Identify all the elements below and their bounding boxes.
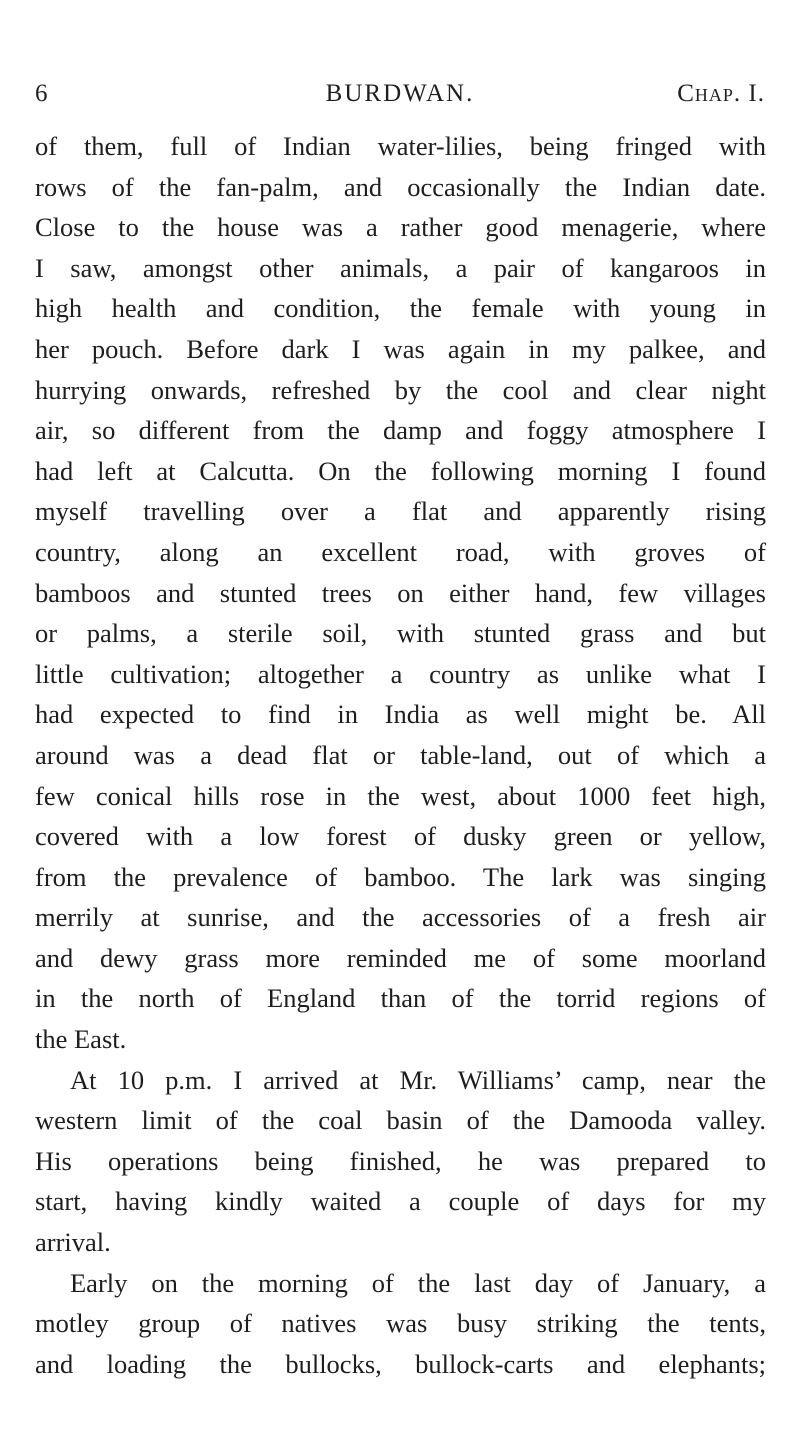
running-head (35, 80, 765, 116)
text-line: rows of the fan-palm, and occasionally the Indian date. (35, 171, 766, 202)
text-line: in the north of England than of the torrid regions of (35, 983, 766, 1014)
text-line: and dewy grass more reminded me of some moorland (35, 942, 766, 973)
text-line: and loading the bullocks, bullock-carts and elephants; (35, 1348, 766, 1379)
running-title: BURDWAN. (325, 80, 475, 107)
text-line: bamboos and stunted trees on either hand, few villages (35, 577, 766, 608)
text-line: high health and condition, the female with young in (35, 293, 766, 324)
text-line: had left at Calcutta. On the following morning I found (35, 455, 766, 486)
text-line: hurrying onwards, refreshed by the cool and clear night (35, 374, 766, 405)
body-text (35, 126, 766, 1384)
page-number: 6 (35, 80, 49, 107)
text-line: His operations being finished, he was prepared to (35, 1145, 766, 1176)
text-line: few conical hills rose in the west, about 1000 feet high, (35, 780, 766, 811)
text-line: of them, full of Indian water-lilies, being fringed with (35, 131, 766, 161)
text-line: from the prevalence of bamboo. The lark was singing (35, 861, 766, 892)
text-line: I saw, amongst other animals, a pair of kangaroos in (35, 252, 766, 283)
text-line: covered with a low forest of dusky green or yellow, (35, 821, 766, 852)
text-line: the East. (35, 1024, 127, 1055)
text-line: At 10 p.m. I arrived at Mr. Williams’ camp, near the (70, 1064, 766, 1095)
text-line: air, so different from the damp and foggy atmosphere I (35, 415, 766, 446)
text-line: or palms, a sterile soil, with stunted grass and but (35, 618, 766, 649)
text-line: arrival. (35, 1227, 111, 1258)
text-line: around was a dead flat or table-land, out of which a (35, 739, 766, 770)
text-line: Close to the house was a rather good menagerie, where (35, 212, 766, 243)
text-line: start, having kindly waited a couple of days for my (35, 1186, 766, 1217)
text-line: little cultivation; altogether a country as unlike what I (35, 658, 766, 689)
text-line: Early on the morning of the last day of January, a (70, 1267, 766, 1298)
text-line: country, along an excellent road, with groves of (35, 536, 766, 567)
text-line: had expected to find in India as well might be. All (35, 699, 766, 730)
chapter-label: Chap. I. (677, 80, 765, 107)
text-line: merrily at sunrise, and the accessories of a fresh air (35, 902, 766, 933)
text-line: myself travelling over a flat and apparently rising (35, 496, 766, 527)
text-line: motley group of natives was busy striking the tents, (35, 1308, 766, 1339)
text-line: her pouch. Before dark I was again in my palkee, and (35, 333, 766, 364)
text-line: western limit of the coal basin of the Damooda valley. (35, 1105, 766, 1136)
